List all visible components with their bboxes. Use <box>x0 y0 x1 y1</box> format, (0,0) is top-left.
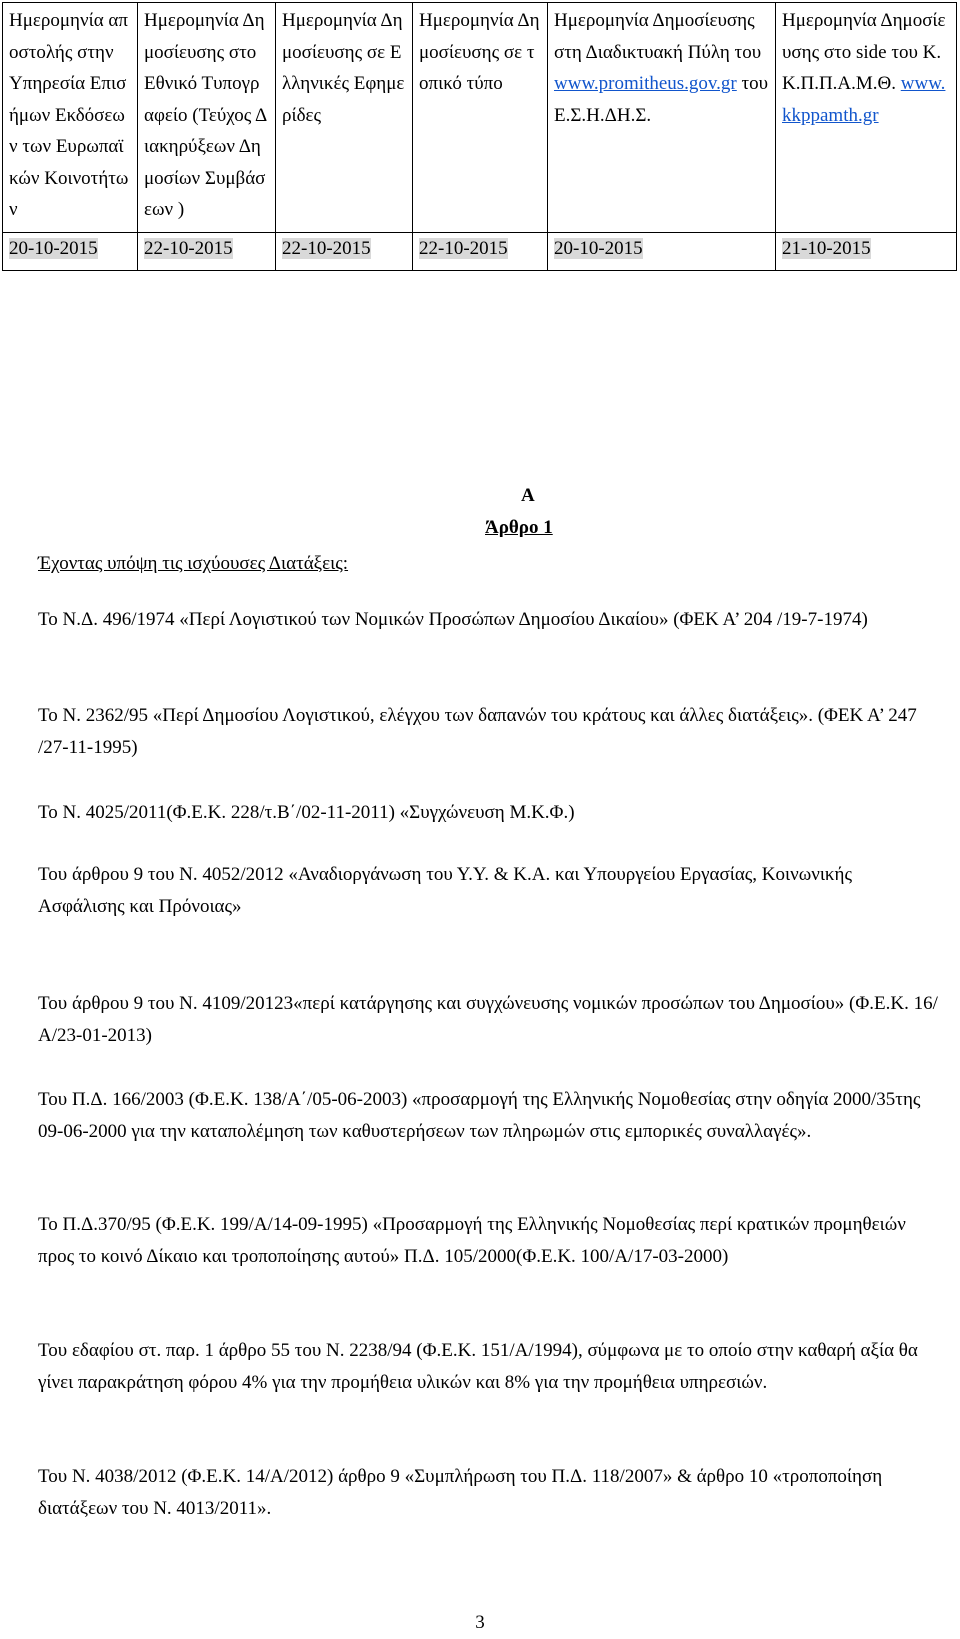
law-paragraph: Του Π.Δ. 166/2003 (Φ.Ε.Κ. 138/Α΄/05-06-2003) «προσαρμογή της Ελληνικής Νομοθεσίας στην οδηγία 2000/35της 09-06-2000 για την καταπολέμηση των καθυστερήσεων των πληρωμών στις εμπορικές συναλλαγές». <box>38 1089 921 1142</box>
law-paragraph: Το Ν. 4025/2011(Φ.Ε.Κ. 228/τ.Β΄/02-11-2011) «Συγχώνευση Μ.Κ.Φ.) <box>38 802 575 823</box>
law-paragraph: Το Π.Δ.370/95 (Φ.Ε.Κ. 199/Α/14-09-1995) «Προσαρμογή της Ελληνικής Νομοθεσίας περί κρατικών προμηθειών προς το κοινό Δίκαιο και τροποποίησης αυτού» Π.Δ. 105/2000(Φ.Ε.Κ. 100/Α/17-03-2000) <box>38 1214 906 1267</box>
date-value: 20-10-2015 <box>554 237 643 259</box>
law-paragraph: Του άρθρου 9 του Ν. 4109/20123«περί κατάργησης και συγχώνευσης νομικών προσώπων του Δημοσίου» (Φ.Ε.Κ. 16/Α/23-01-2013) <box>38 993 938 1046</box>
date-cell <box>3 232 138 271</box>
law-paragraph: Το Ν. 2362/95 «Περί Δημοσίου Λογιστικού, ελέγχου των δαπανών του κράτους και άλλες διατάξεις». (ΦΕΚ Α’ 247 /27-11-1995) <box>38 705 917 758</box>
date-value: 22-10-2015 <box>419 237 508 259</box>
intro-text: Έχοντας υπόψη τις ισχύουσες Διατάξεις: <box>38 553 349 574</box>
promitheus-link[interactable]: www.promitheus.gov.gr <box>554 73 737 94</box>
article-title: Άρθρο 1 <box>485 517 553 538</box>
header-cell-national-printing: Ημερομηνία Δημοσίευσης στο Εθνικό Τυπογραφείο (Τεύχος Διακηρύξεων Δημοσίων Συμβάσεων ) <box>138 3 276 233</box>
section-letter: Α <box>521 485 535 506</box>
table-date-row <box>3 232 957 271</box>
kkppamth-link[interactable]: www.kkppamth.gr <box>782 73 946 126</box>
date-cell <box>776 232 957 271</box>
law-paragraph: Του εδαφίου στ. παρ. 1 άρθρο 55 του Ν. 2238/94 (Φ.Ε.Κ. 151/Α/1994), σύμφωνα με το οποίο στην καθαρή αξία θα γίνει παρακράτηση φόρου 4% για την προμήθεια υλικών και 8% για την προμήθεια υπηρεσιών. <box>38 1340 918 1393</box>
date-value: 20-10-2015 <box>9 237 98 259</box>
header-text: του Ε.Σ.Η.ΔΗ.Σ. <box>554 73 769 126</box>
header-cell-local-press: Ημερομηνία Δημοσίευσης σε τοπικό τύπο <box>413 3 548 233</box>
publication-dates-table <box>2 2 957 271</box>
table-header-row <box>3 3 957 233</box>
date-cell <box>548 232 776 271</box>
header-cell-eu-dispatch: Ημερομηνία αποστολής στην Υπηρεσία Επισήμων Εκδόσεων των Ευρωπαϊκών Κοινοτήτων <box>3 3 138 233</box>
date-value: 21-10-2015 <box>782 237 871 259</box>
header-text: Ημερομηνία Δημοσίευσης στη Διαδικτυακή Πύλη του <box>554 10 762 63</box>
date-cell <box>276 232 413 271</box>
law-paragraph: Του Ν. 4038/2012 (Φ.Ε.Κ. 14/Α/2012) άρθρο 9 «Συμπλήρωση του Π.Δ. 118/2007» & άρθρο 10 «τροποποίηση διατάξεων του Ν. 4013/2011». <box>38 1466 883 1519</box>
date-cell <box>138 232 276 271</box>
header-text: Ημερομηνία Δημοσίευσης στο side του Κ.Κ.Π.Π.Α.Μ.Θ. <box>782 10 946 94</box>
header-cell-kkppamth-site <box>776 3 957 233</box>
date-cell <box>413 232 548 271</box>
header-cell-promitheus-portal <box>548 3 776 233</box>
page-number: 3 <box>475 1612 485 1633</box>
law-paragraph: Του άρθρου 9 του Ν. 4052/2012 «Αναδιοργάνωση του Υ.Υ. & Κ.Α. και Υπουργείου Εργασίας, Κοινωνικής Ασφάλισης και Πρόνοιας» <box>38 864 852 917</box>
law-paragraph: Το Ν.Δ. 496/1974 «Περί Λογιστικού των Νομικών Προσώπων Δημοσίου Δικαίου» (ΦΕΚ Α’ 204 /19-7-1974) <box>38 609 868 630</box>
header-cell-greek-newspapers: Ημερομηνία Δημοσίευσης σε Ελληνικές Εφημερίδες <box>276 3 413 233</box>
date-value: 22-10-2015 <box>282 237 371 259</box>
date-value: 22-10-2015 <box>144 237 233 259</box>
